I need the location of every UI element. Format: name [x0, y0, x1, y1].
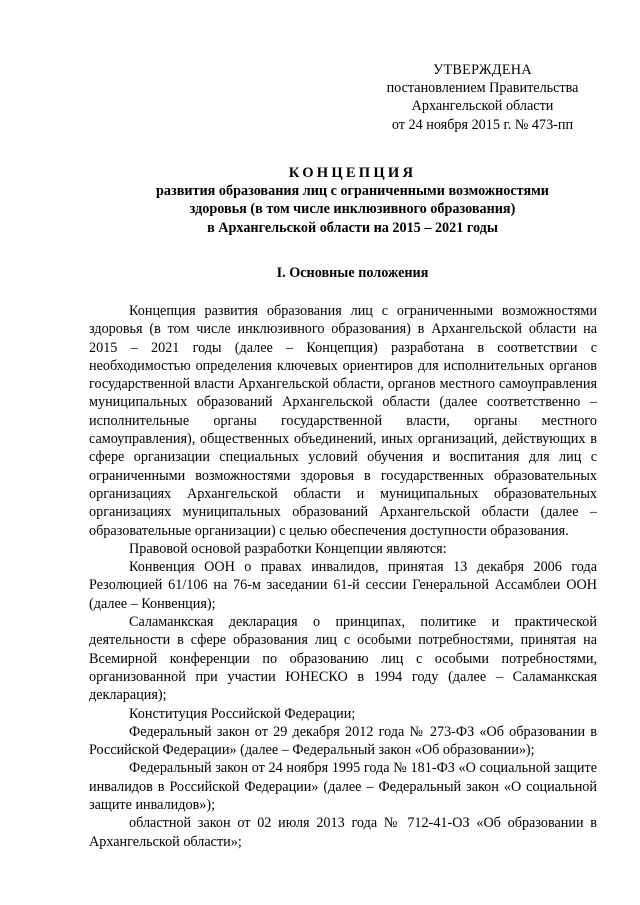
paragraph: Конвенция ООН о правах инвалидов, принятая 13 декабря 2006 года Резолюцией 61/106 на 76-м заседании 61-й сессии Генеральной Ассамблеи ООН (далее – Конвенция); [89, 559, 597, 612]
body-text [89, 302, 597, 851]
approval-line: постановлением Правительства [386, 80, 579, 97]
title-line: развития образования лиц с ограниченными возможностями [156, 183, 549, 200]
paragraph: областной закон от 02 июля 2013 года № 712-41-ОЗ «Об образовании в Архангельской области»; [89, 815, 597, 850]
approval-stamp [370, 61, 595, 134]
section-heading: I. Основные положения [276, 265, 429, 281]
paragraph: Федеральный закон от 24 ноября 1995 года № 181-ФЗ «О социальной защите инвалидов в Российской Федерации» (далее – Федеральный закон «О социальной защите инвалидов»); [89, 760, 597, 814]
approval-line: Архангельской области [411, 98, 554, 115]
title-main: КОНЦЕПЦИЯ [288, 165, 417, 181]
paragraph: Саламанкская декларация о принципах, политике и практической деятельности в сфере образования лиц с особыми потребностями, принятая на Всемирной конференции по образованию лиц с особыми потребностями, организованной при участии ЮНЕСКО в 1994 году (далее – Саламанкская декларация); [89, 614, 597, 704]
title-line: в Архангельской области на 2015 – 2021 годы [207, 219, 498, 236]
paragraph: Правовой основой разработки Концепции являются: [129, 540, 447, 557]
title-line: здоровья (в том числе инклюзивного образования) [189, 201, 516, 218]
document-title [60, 164, 640, 237]
approval-heading: УТВЕРЖДЕНА [433, 62, 532, 78]
approval-line: от 24 ноября 2015 г. № 473-пп [391, 116, 574, 133]
paragraph: Концепция развития образования лиц с ограниченными возможностями здоровья (в том числе инклюзивного образования) в Архангельской области на 2015 – 2021 годы (далее – Концепция) разработана в соответствии с необходимостью определения ключевых ориентиров для исполнительных органов государственной власти Архангельской области, органов местного самоуправления муниципальных образований Архангельской области (далее соответственно – исполнительные органы государственной власти, органы местного самоуправления), общественных объединений, иных организаций, действующих в сфере организации специальных условий обучения и воспитания для лиц с ограниченными возможностями здоровья в государственных образовательных организациях Архангельской области и муниципальных образовательных организациях муниципальных образований Архангельской области (далее – образовательные организации) с целью обеспечения доступности образования. [89, 303, 597, 539]
paragraph: Федеральный закон от 29 декабря 2012 года № 273-ФЗ «Об образовании в Российской Федерации» (далее – Федеральный закон «Об образовании»); [89, 723, 597, 759]
paragraph: Конституция Российской Федерации; [129, 705, 356, 722]
